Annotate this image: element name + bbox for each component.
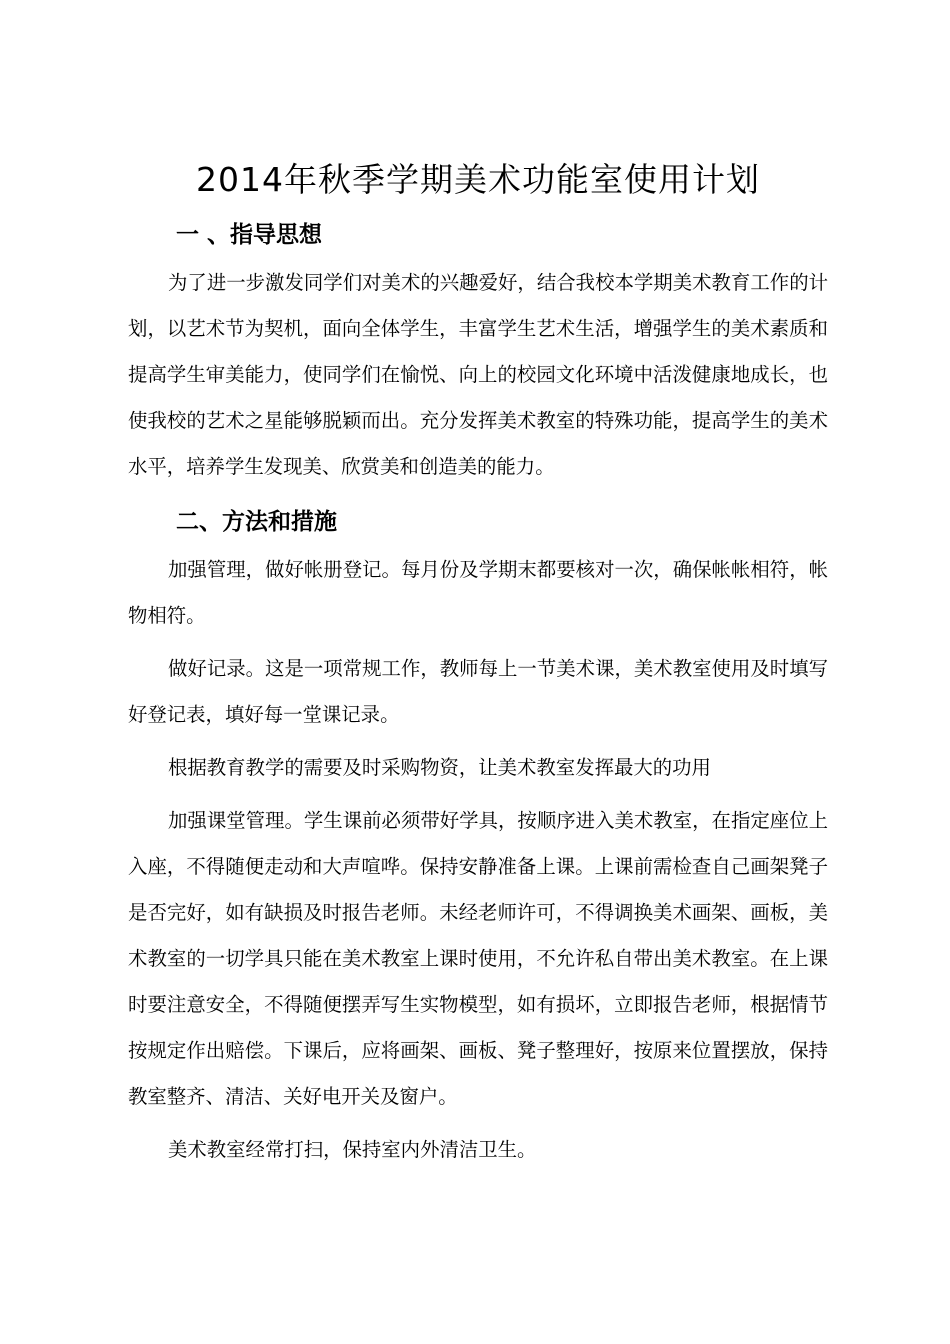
section-heading-guiding-ideology: 一 、指导思想: [176, 222, 323, 248]
paragraph-guiding-ideology: 为了进一步激发同学们对美术的兴趣爱好，结合我校本学期美术教育工作的计划，以艺术节为契机，面向全体学生，丰富学生艺术生活，增强学生的美术素质和提高学生审美能力，使同学们在愉悦、向上的校园文化环境中活泼健康地成长，也使我校的艺术之星能够脱颖而出。充分发挥美术教室的特殊功能，提高学生的美术水平，培养学生发现美、欣赏美和创造美的能力。: [128, 271, 828, 478]
document-body: [128, 150, 828, 1180]
section-heading-methods-measures: 二、方法和措施: [176, 509, 337, 535]
paragraph-usage-records: 做好记录。这是一项常规工作，教师每上一节美术课，美术教室使用及时填写好登记表，填好每一堂课记录。: [128, 657, 828, 726]
paragraph-classroom-management: 加强课堂管理。学生课前必须带好学具，按顺序进入美术教室，在指定座位上入座，不得随便走动和大声喧哗。保持安静准备上课。上课前需检查自己画架凳子是否完好，如有缺损及时报告老师。未经老师许可，不得调换美术画架、画板，美术教室的一切学具只能在美术教室上课时使用，不允许私自带出美术教室。在上课时要注意安全，不得随便摆弄写生实物模型，如有损坏，立即报告老师，根据情节按规定作出赔偿。下课后，应将画架、画板、凳子整理好，按原来位置摆放，保持教室整齐、清洁、关好电开关及窗户。: [128, 809, 828, 1108]
paragraph-cleaning: 美术教室经常打扫，保持室内外清洁卫生。: [168, 1138, 537, 1161]
paragraph-ledger-management: 加强管理，做好帐册登记。每月份及学期末都要核对一次，确保帐帐相符，帐物相符。: [128, 558, 828, 627]
paragraph-procurement: 根据教育教学的需要及时采购物资，让美术教室发挥最大的功用: [168, 756, 711, 779]
document-title: 2014年秋季学期美术功能室使用计划: [196, 160, 760, 199]
